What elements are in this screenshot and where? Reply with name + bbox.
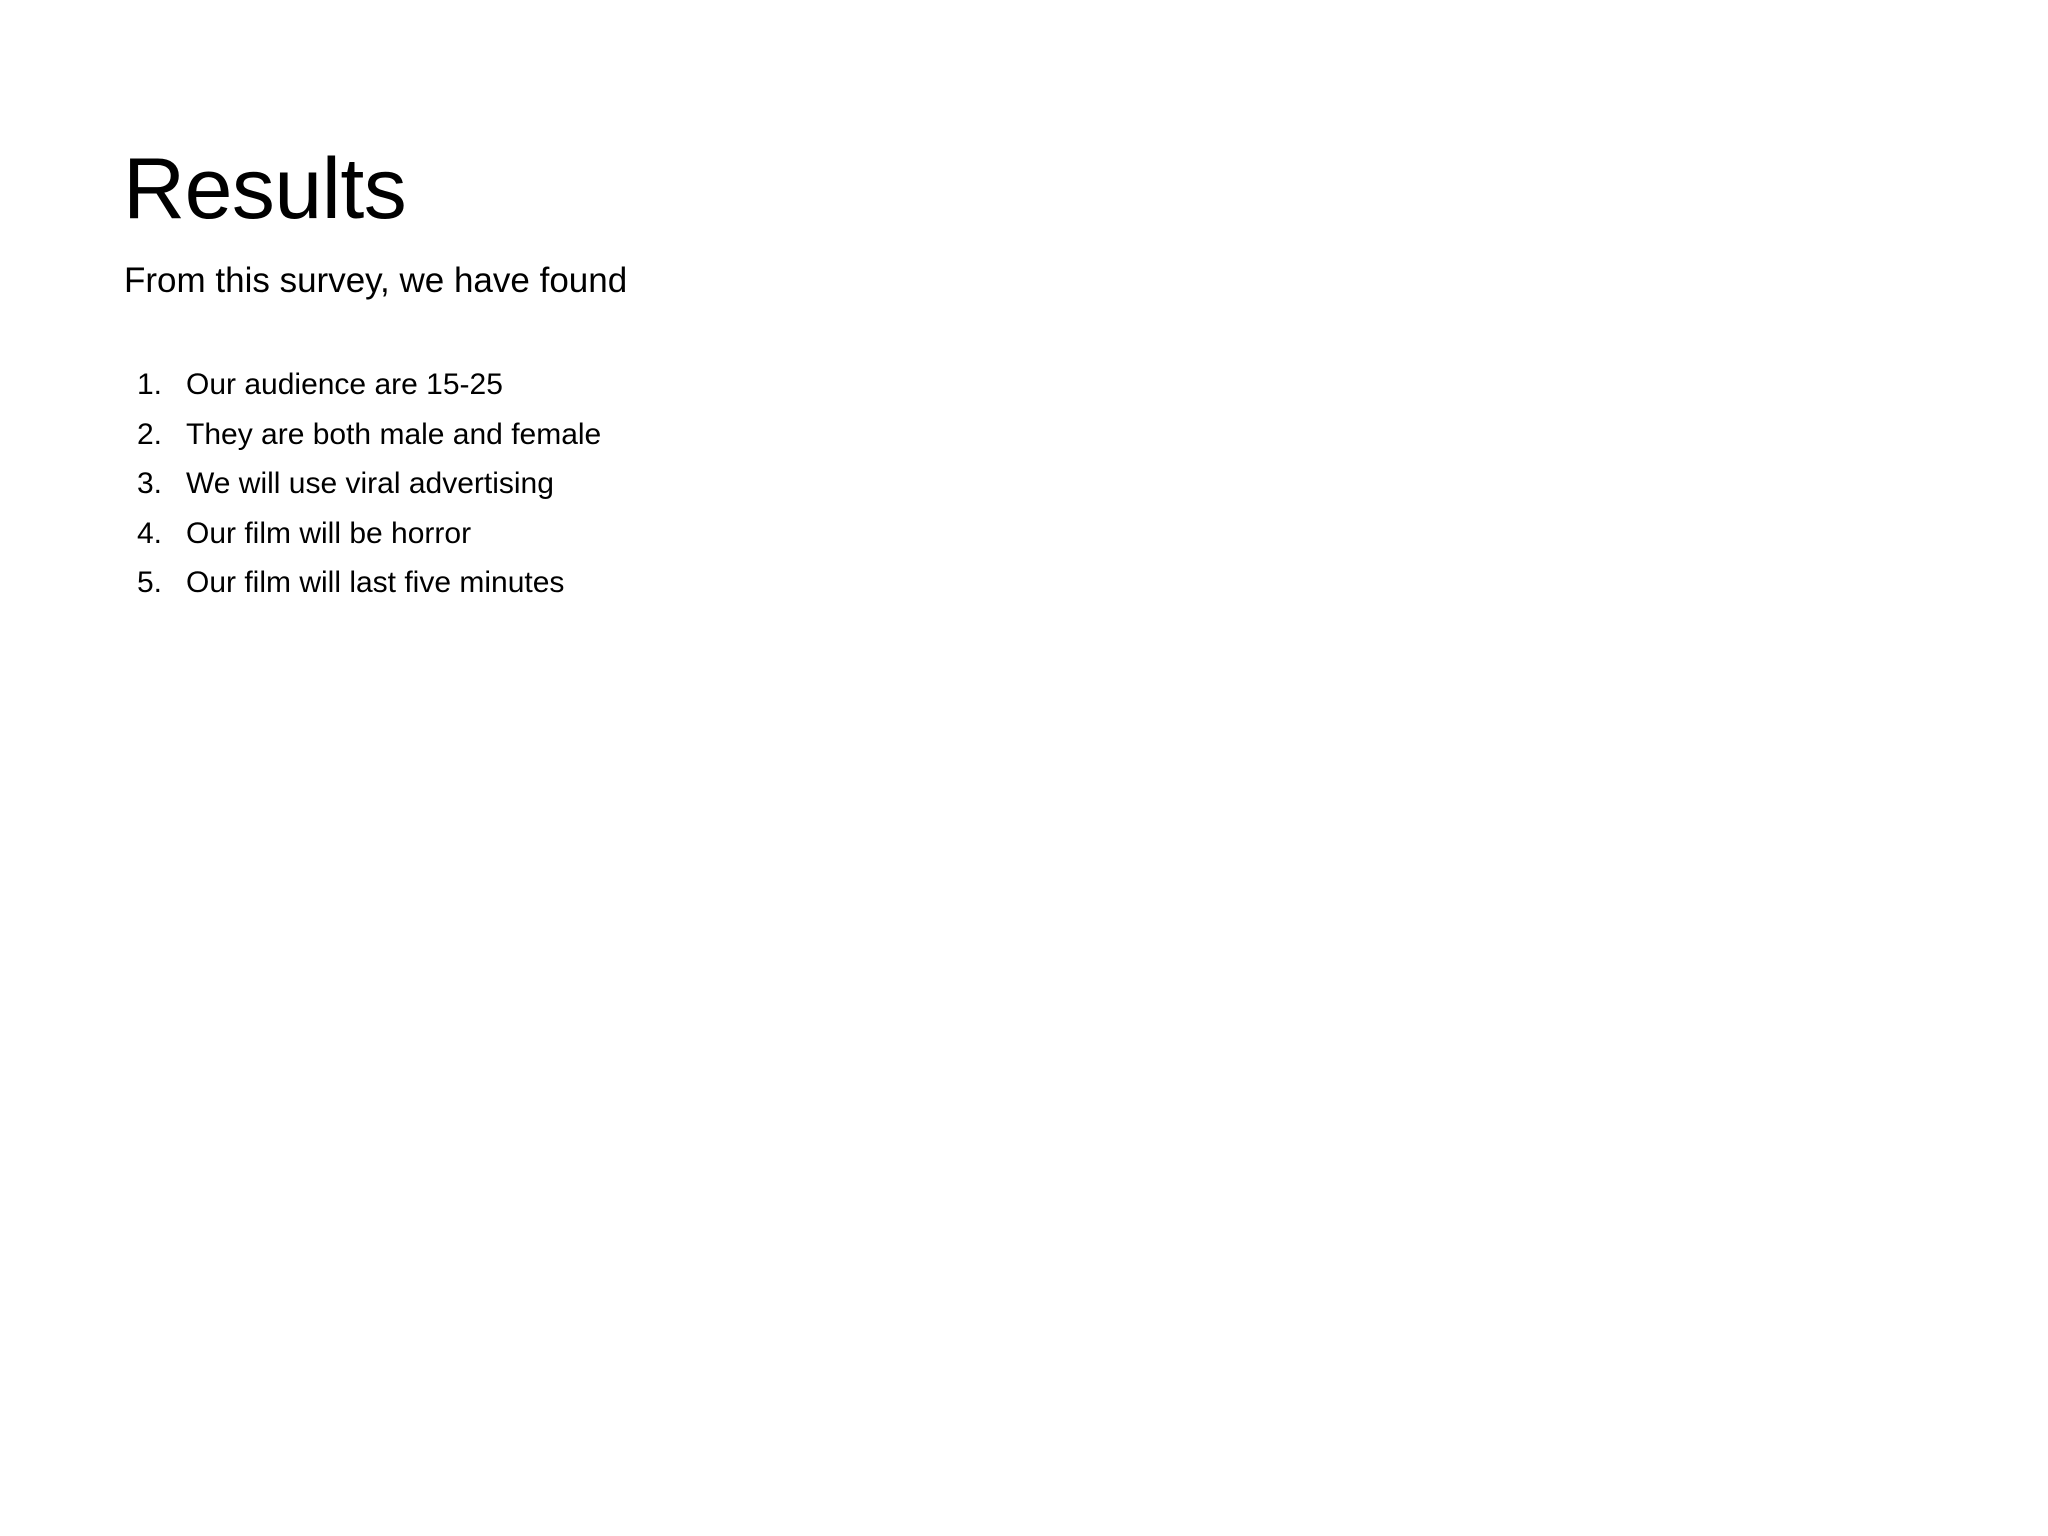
finding-text: Our film will last five minutes: [186, 566, 565, 599]
finding-item: [124, 410, 601, 460]
slide-subtitle: From this survey, we have found: [124, 261, 628, 300]
finding-item: [124, 558, 601, 608]
finding-text: Our audience are 15-25: [186, 368, 503, 401]
finding-number: 4.: [136, 516, 162, 550]
finding-item: [124, 459, 601, 509]
finding-text: Our film will be horror: [186, 516, 472, 550]
finding-item: [124, 360, 601, 410]
finding-number: 5.: [136, 566, 162, 599]
finding-number: 3.: [136, 467, 162, 500]
finding-number: 2.: [136, 417, 162, 451]
findings-list: [124, 360, 601, 608]
finding-number: 1.: [136, 368, 162, 401]
slide-title: Results: [123, 141, 407, 237]
finding-text: They are both male and female: [186, 417, 602, 451]
finding-text: We will use viral advertising: [186, 467, 554, 500]
finding-item: [124, 509, 601, 559]
